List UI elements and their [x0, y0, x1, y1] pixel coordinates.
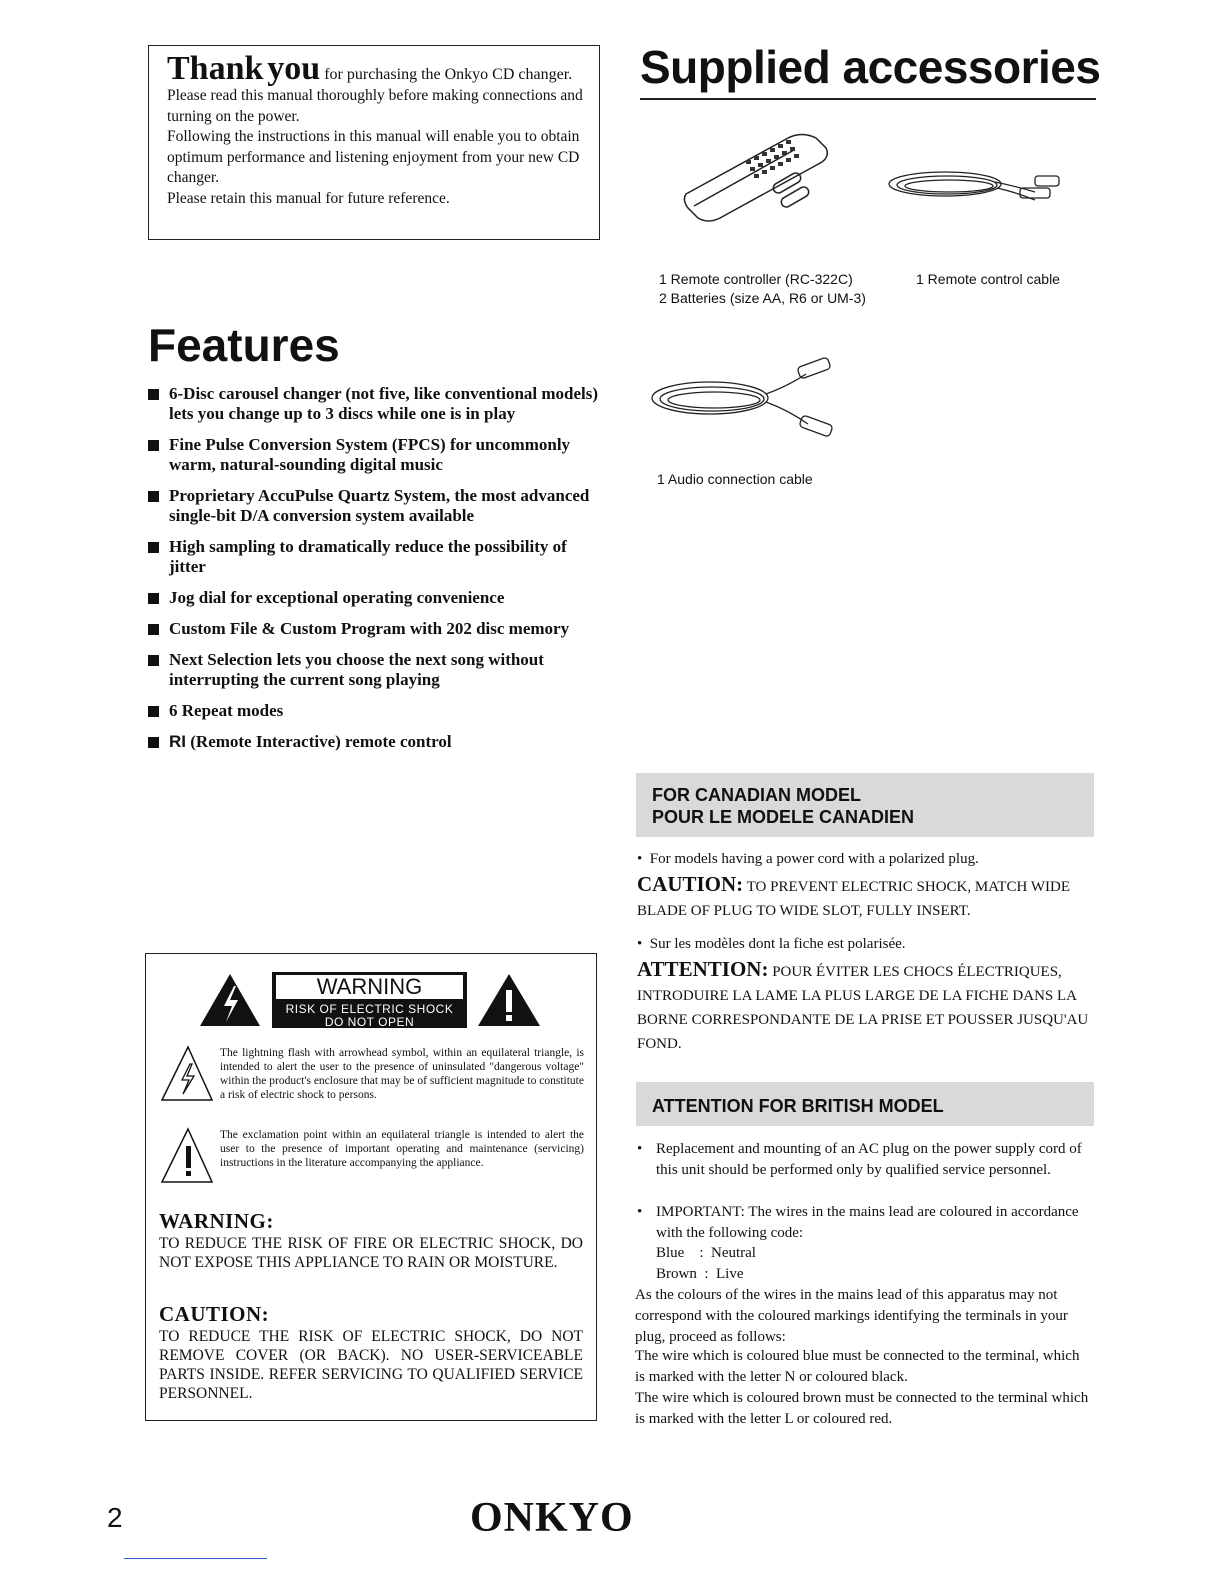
feature-item: 6 Repeat modes [148, 701, 604, 721]
remote-control-cable-illustration [885, 158, 1065, 218]
warning-text: TO REDUCE THE RISK OF FIRE OR ELECTRIC SHOCK, DO NOT EXPOSE THIS APPLIANCE TO RAIN OR MOISTURE. [159, 1235, 583, 1271]
batteries-caption: 2 Batteries (size AA, R6 or UM-3) [659, 290, 866, 306]
bullet-dot-icon: • [637, 1141, 643, 1157]
thank-you-box [148, 45, 600, 240]
bullet-square-icon [148, 491, 159, 502]
feature-item: High sampling to dramatically reduce the possibility of jitter [148, 537, 604, 577]
canadian-model-banner [636, 773, 1094, 837]
bullet-square-icon [148, 389, 159, 400]
bullet-square-icon [148, 542, 159, 553]
accessories-rule [640, 98, 1096, 100]
canadian-attention: ATTENTION: POUR ÉVITER LES CHOCS ÉLECTRIQUES, INTRODUIRE LA LAME LA PLUS LARGE DE LA FICHE DANS LA BORNE CORRESPONDANTE DE LA PRISE ET POUSSER JUSQU'AU FOND. [637, 957, 1089, 1052]
thank-you-heading-2: you [267, 50, 321, 87]
ri-logo: RI [169, 732, 186, 751]
british-banner-text: ATTENTION FOR BRITISH MODEL [652, 1096, 944, 1116]
thank-you-intro [167, 52, 585, 86]
bullet-dot-icon: • [637, 1204, 643, 1220]
warning-heading: WARNING: [159, 1209, 274, 1233]
british-para-3: The wire which is coloured brown must be connected to the terminal which is marked with the letter L or coloured red. [635, 1390, 1089, 1427]
caution-heading: CAUTION: [159, 1302, 270, 1326]
bullet-square-icon [148, 706, 159, 717]
wire-code-blue: Blue : Neutral [656, 1245, 756, 1261]
thank-you-lead: for purchasing the Onkyo CD changer. [320, 66, 573, 83]
thank-you-line: Following the instructions in this manual will enable you to obtain optimum performance and listening enjoyment from your new CD changer. [167, 128, 580, 186]
wire-code-brown: Brown : Live [656, 1266, 744, 1282]
lightning-outline-icon [158, 1044, 214, 1104]
warning-banner-sub1: RISK OF ELECTRIC SHOCK [285, 1002, 454, 1016]
canadian-en-bullet: • For models having a power cord with a polarized plug. [637, 851, 979, 867]
page-number: 2 [107, 1502, 123, 1533]
bullet-square-icon [148, 655, 159, 666]
warning-banner-title: WARNING [275, 974, 464, 1000]
features-title: Features [148, 319, 340, 371]
features-list [148, 384, 604, 763]
bullet-dot-icon: • [637, 936, 650, 952]
thank-you-line: Please read this manual thoroughly before making connections and turning on the power. [167, 87, 583, 125]
canadian-banner-fr: POUR LE MODELE CANADIEN [652, 807, 915, 827]
warning-banner-sub2: DO NOT OPEN [324, 1015, 415, 1029]
canadian-banner-en: FOR CANADIAN MODEL [652, 785, 861, 805]
bullet-square-icon [148, 593, 159, 604]
feature-item: Next Selection lets you choose the next song without interrupting the current song playing [148, 650, 604, 690]
lightning-description: The lightning flash with arrowhead symbol, within an equilateral triangle, is intended to alert the user to the presence of uninsulated "dangerous voltage" within the product's enclosure that may be of sufficient magnitude to constitute a risk of electric shock to persons. [220, 1047, 584, 1101]
british-model-banner [636, 1082, 1094, 1126]
feature-item: 6-Disc carousel changer (not five, like conventional models) lets you change up to 3 discs while one is in play [148, 384, 604, 424]
onkyo-logo: ONKYO [470, 1495, 634, 1541]
british-para-2: The wire which is coloured blue must be connected to the terminal, which is marked with the letter N or coloured black. [635, 1348, 1080, 1385]
audio-cable-caption: 1 Audio connection cable [657, 471, 813, 487]
bullet-square-icon [148, 440, 159, 451]
feature-item: RI (Remote Interactive) remote control [148, 732, 604, 752]
bullet-square-icon [148, 737, 159, 748]
canadian-caution: CAUTION: TO PREVENT ELECTRIC SHOCK, MATCH WIDE BLADE OF PLUG TO WIDE SLOT, FULLY INSERT. [637, 872, 1070, 919]
canadian-fr-bullet: • Sur les modèles dont la fiche est polarisée. [637, 936, 906, 952]
thank-you-line: Please retain this manual for future reference. [167, 189, 450, 207]
british-bullet-1: • Replacement and mounting of an AC plug on the power supply cord of this unit should be performed only by qualified service personnel. [637, 1141, 1082, 1178]
warning-banner [272, 972, 467, 1028]
bullet-dot-icon: • [637, 851, 650, 867]
exclamation-outline-icon [158, 1126, 214, 1186]
feature-item: Jog dial for exceptional operating convenience [148, 588, 604, 608]
remote-controller-illustration [676, 122, 836, 227]
bullet-square-icon [148, 624, 159, 635]
audio-connection-cable-illustration [648, 356, 848, 441]
british-para-1: As the colours of the wires in the mains lead of this apparatus may not correspond with the coloured markings identifying the terminals in your plug, proceed as follows: [635, 1287, 1068, 1345]
exclamation-triangle-icon [476, 972, 542, 1028]
feature-item: Fine Pulse Conversion System (FPCS) for uncommonly warm, natural-sounding digital music [148, 435, 604, 475]
remote-cable-caption: 1 Remote control cable [916, 271, 1060, 287]
warning-box [145, 953, 597, 1421]
accessories-title: Supplied accessories [640, 41, 1101, 93]
exclamation-description: The exclamation point within an equilateral triangle is intended to alert the user to the presence of important operating and maintenance (servicing) instructions in the literature accompanying the appliance. [220, 1129, 584, 1169]
thank-you-heading-1: Thank [167, 50, 264, 87]
feature-item: Custom File & Custom Program with 202 disc memory [148, 619, 604, 639]
caution-text: TO REDUCE THE RISK OF ELECTRIC SHOCK, DO NOT REMOVE COVER (OR BACK). NO USER-SERVICEABLE PARTS INSIDE. REFER SERVICING TO QUALIFIED SERVICE PERSONNEL. [159, 1328, 583, 1402]
feature-item: Proprietary AccuPulse Quartz System, the most advanced single-bit D/A conversion system available [148, 486, 604, 526]
remote-controller-caption: 1 Remote controller (RC-322C) [659, 271, 853, 287]
lightning-triangle-icon [198, 972, 262, 1028]
footer-line [124, 1558, 267, 1559]
british-bullet-2: • IMPORTANT: The wires in the mains lead are coloured in accordance with the following code: [637, 1204, 1079, 1241]
